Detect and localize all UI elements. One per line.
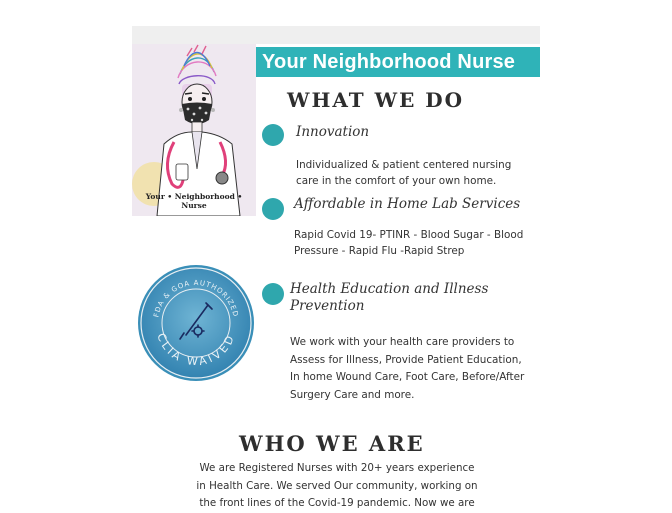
description-line: In home Wound Care, Foot Care, Before/After [290,371,525,383]
service-title-health-education [290,281,488,315]
description-line: Individualized & patient centered nursing [296,159,512,171]
description-line: Assess for Illness, Provide Patient Education, [290,353,522,366]
description-line: Surgery Care and more. [290,388,415,401]
bullet-dot-icon [262,283,284,305]
what-we-do-heading: WHAT WE DO [287,88,465,112]
description-line: Rapid Covid 19- PTINR - Blood Sugar - Blood [294,229,524,241]
nurse-portrait-icon [132,44,256,216]
paragraph-line: in Health Care. We served Our community, working on [196,479,478,492]
illustration-caption: Your • Neighborhood • Nurse [145,192,243,210]
service-description-lab-services [294,228,523,259]
service-title-innovation: Innovation [296,124,370,140]
paragraph-line: the front lines of the Covid-19 pandemic. Now we are [199,497,475,509]
page-top-strip [132,26,540,44]
description-line: Pressure - Rapid Flu -Rapid Strep [294,244,465,257]
bullet-dot-icon [262,124,284,146]
service-description-health-education [290,334,524,404]
who-we-are-heading: WHO WE ARE [239,431,425,456]
description-line: care in the comfort of your own home. [296,174,497,187]
service-description-innovation [296,158,511,189]
title-line: Prevention [290,298,365,314]
title-banner [256,47,540,77]
title-line: Health Education and Illness [290,281,489,297]
service-title-lab-services: Affordable in Home Lab Services [294,196,521,212]
paragraph-line: We are Registered Nurses with 20+ years experience [199,462,475,474]
clia-waived-badge [136,263,256,383]
badge-bottom-text: CLIA WAIVED [154,331,238,369]
nurse-illustration [132,44,256,216]
clia-seal-icon [136,263,256,383]
badge-top-text: FDA & GOA AUTHORIZED [152,278,240,319]
who-we-are-text [182,460,492,513]
description-line: We work with your health care providers to [290,336,515,348]
bullet-dot-icon [262,198,284,220]
banner-title: Your Neighborhood Nurse [262,51,516,73]
